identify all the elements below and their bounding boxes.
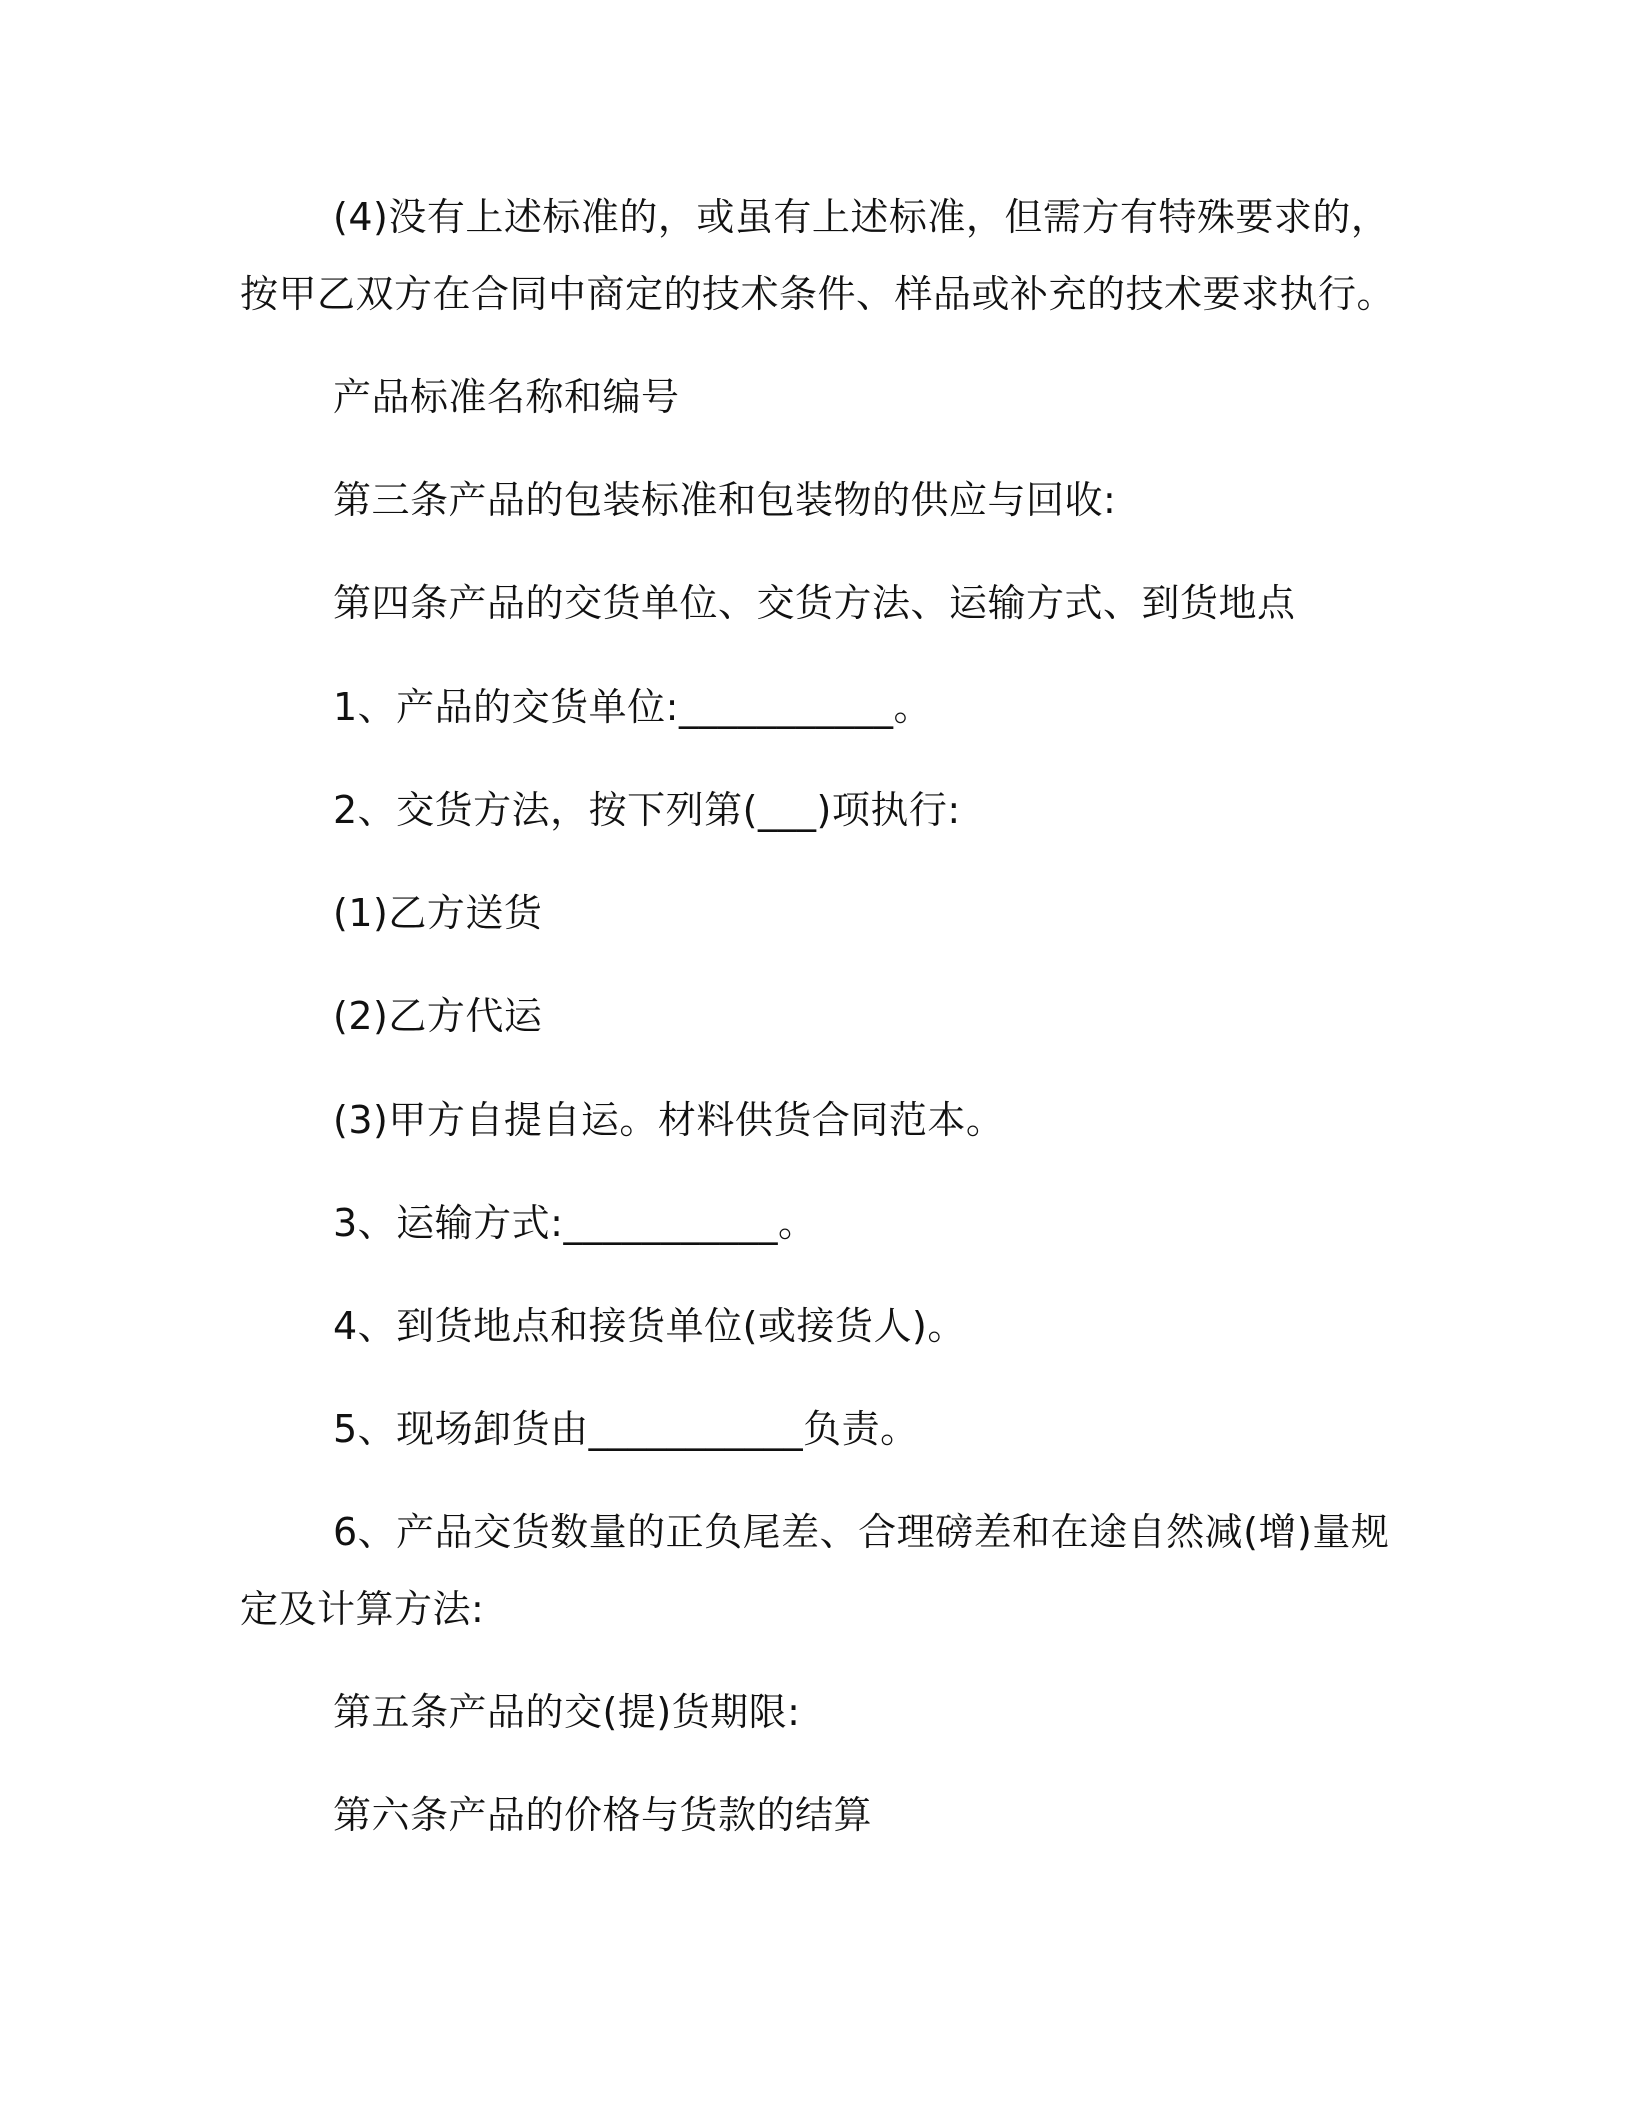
- option-1-line: (1)乙方送货: [333, 891, 543, 935]
- article-6-heading: 第六条产品的价格与货款的结算: [333, 1793, 873, 1837]
- clause-4-line-2: 按甲乙双方在合同中商定的技术条件、样品或补充的技术要求执行。: [240, 272, 1396, 316]
- delivery-method-line: 2、交货方法，按下列第(___)项执行:: [333, 788, 961, 832]
- clause-4-line-1: (4)没有上述标准的，或虽有上述标准，但需方有特殊要求的，: [333, 195, 1390, 239]
- option-3-line: (3)甲方自提自运。材料供货合同范本。: [333, 1098, 1005, 1142]
- unloading-line: 5、现场卸货由___________负责。: [333, 1407, 919, 1451]
- standard-name-line: 产品标准名称和编号: [333, 375, 680, 419]
- article-5-heading: 第五条产品的交(提)货期限:: [333, 1690, 801, 1734]
- option-2-line: (2)乙方代运: [333, 994, 543, 1038]
- quantity-tolerance-line-2: 定及计算方法:: [240, 1587, 485, 1631]
- quantity-tolerance-line-1: 6、产品交货数量的正负尾差、合理磅差和在途自然减(增)量规: [333, 1510, 1390, 1554]
- delivery-unit-line: 1、产品的交货单位:___________。: [333, 685, 932, 729]
- arrival-location-line: 4、到货地点和接货单位(或接货人)。: [333, 1304, 966, 1348]
- transport-method-line: 3、运输方式:___________。: [333, 1201, 817, 1245]
- article-3-heading: 第三条产品的包装标准和包装物的供应与回收:: [333, 478, 1117, 522]
- article-4-heading: 第四条产品的交货单位、交货方法、运输方式、到货地点: [333, 581, 1296, 625]
